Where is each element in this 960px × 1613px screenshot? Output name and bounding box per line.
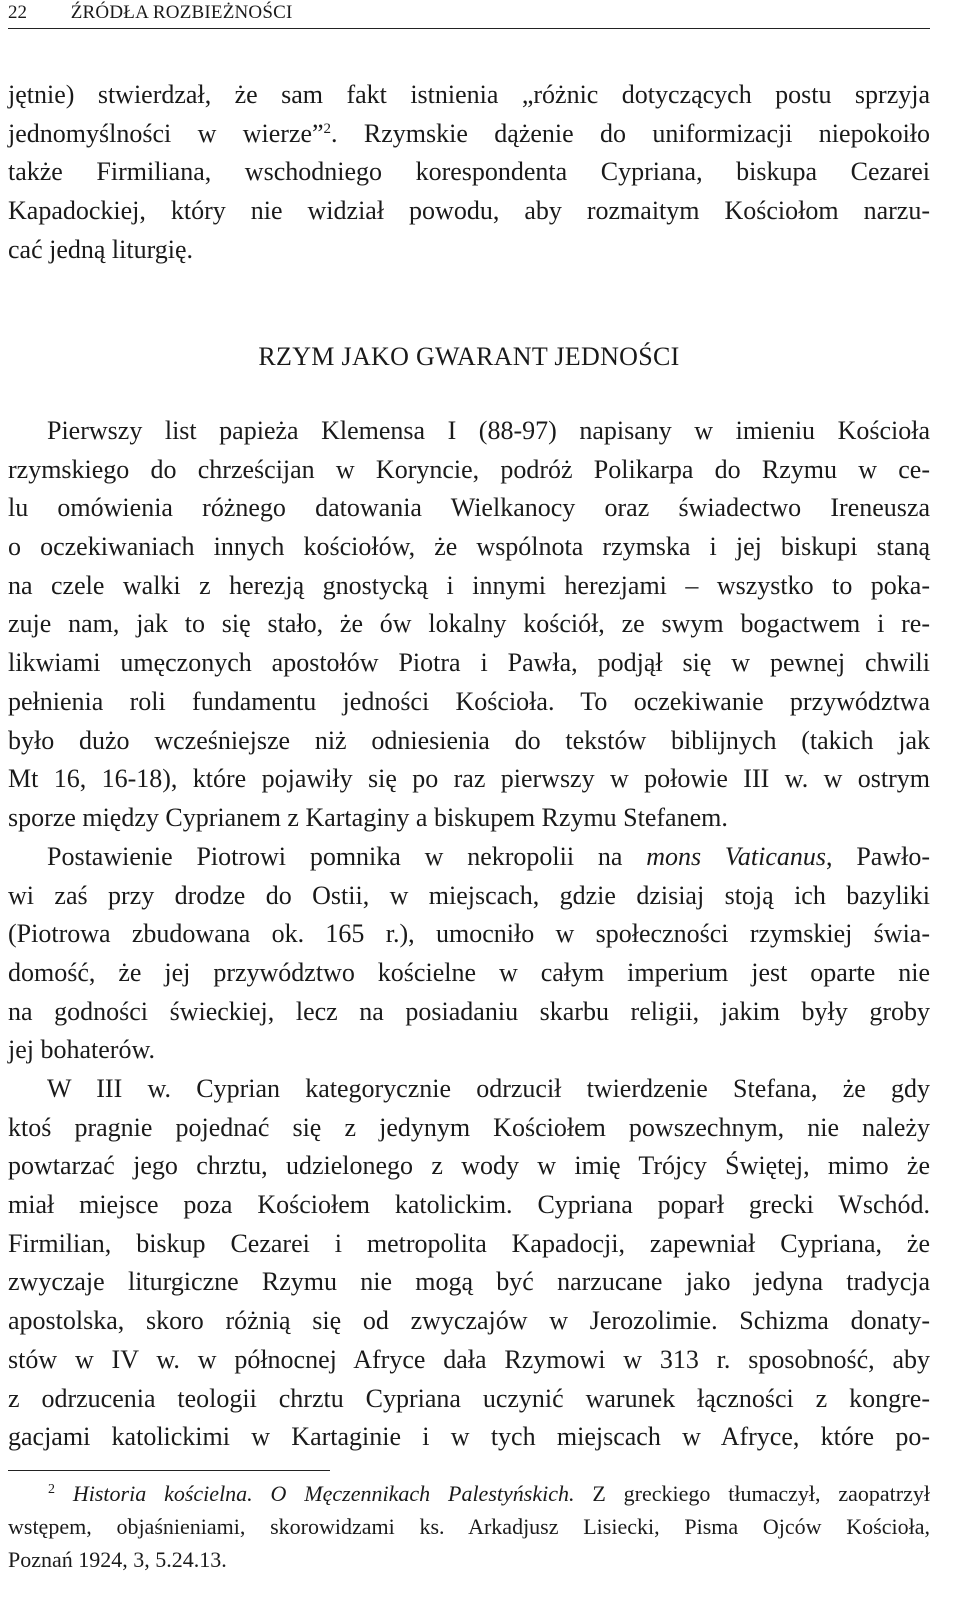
running-title: ŹRÓDŁA ROZBIEŻNOŚCI [70, 2, 293, 23]
text-line: apostolska, skoro różnią się od zwyczajów w Jerozolimie. Schizma donaty- [8, 1306, 930, 1336]
footnote-number: 2 [48, 1482, 55, 1497]
text-line: na czele walki z herezją gnostycką i innymi herezjami – wszystko to poka- [8, 570, 930, 600]
page-number: 22 [8, 2, 27, 23]
text-line: lu omówienia różnego datowania Wielkanocy oraz świadectwo Ireneusza [8, 493, 930, 523]
text-fragment: Z greckiego tłumaczył, zaopatrzył [574, 1481, 930, 1506]
paragraph-2 [8, 838, 930, 1070]
text-line: stów w IV w. w północnej Afryce dała Rzymowi w 313 r. sposobność, aby [8, 1344, 930, 1374]
text-line: domość, że jej przywództwo kościelne w całym imperium jest oparte nie [8, 958, 930, 988]
text-line: wi zaś przy drodze do Ostii, w miejscach, gdzie dzisiaj stoją ich bazyliki [8, 880, 930, 910]
text-line: sporze między Cyprianem z Kartaginy a biskupem Rzymu Stefanem. [8, 802, 728, 832]
text-line: jednomyślności w wierze”$^2$. Rzymskie dążenie do uniformizacji niepokoiło [8, 118, 931, 148]
text-line: W III w. Cyprian kategorycznie odrzucił twierdzenie Stefana, że gdy [47, 1074, 930, 1103]
footnote-divider [8, 1470, 330, 1471]
footnote-source-title: Historia kościelna. O Męczennikach Palestyńskich. [72, 1481, 575, 1506]
text-line: ktoś pragnie pojednać się z jedynym Kościołem powszechnym, nie należy [8, 1112, 930, 1142]
text-line: likwiami umęczonych apostołów Piotra i Pawła, podjął się w pewnej chwili [8, 648, 930, 678]
footnote [8, 1477, 930, 1576]
text-line: zuje nam, jak to się stało, że ów lokalny kościół, ze swym bogactwem i re- [8, 609, 930, 639]
text-line: Firmilian, biskup Cezarei i metropolita Kapadocji, zapewniał Cypriana, że [8, 1228, 930, 1258]
text-line: jętnie) stwierdzał, że sam fakt istnienia „różnic dotyczących postu sprzyja [8, 80, 930, 109]
footnote-line: wstępem, objaśnieniami, skorowidzami ks. Arkadjusz Lisiecki, Pisma Ojców Kościoła, [8, 1514, 930, 1539]
footnote-reference[interactable]: 2 [323, 120, 332, 137]
running-header [8, 0, 930, 29]
text-line: o oczekiwaniach innych kościołów, że wspólnota rzymska i jej biskupi staną [8, 532, 930, 562]
text-line: Pierwszy list papieża Klemensa I (88-97) napisany w imieniu Kościoła [47, 416, 930, 445]
text-line: gacjami katolickimi w Kartaginie i w tych miejscach w Afryce, które po- [8, 1422, 930, 1452]
text-line: Kapadockiej, który nie widział powodu, aby rozmaitym Kościołom narzu- [8, 196, 930, 226]
text-line: (Piotrowa zbudowana ok. 165 r.), umocniło w społeczności rzymskiej świa- [8, 919, 930, 949]
text-fragment: , Pawło- [826, 842, 930, 871]
text-line: powtarzać jego chrztu, udzielonego z wody w imię Trójcy Świętej, mimo że [8, 1151, 930, 1181]
paragraph-1 [8, 412, 930, 838]
footnote-line [8, 1477, 930, 1510]
text-line: z odrzucenia teologii chrztu Cypriana uczynić warunek łączności z kongre- [8, 1383, 930, 1413]
text-line: na godności świeckiej, lecz na posiadaniu skarbu religii, jakim były groby [8, 996, 930, 1026]
text-line: także Firmiliana, wschodniego korespondenta Cypriana, biskupa Cezarei [8, 157, 930, 187]
paragraph-3 [8, 1070, 930, 1457]
text-line: jej bohaterów. [8, 1035, 156, 1065]
text-line: miał miejsce poza Kościołem katolickim. Cypriana poparł grecki Wschód. [8, 1190, 930, 1220]
text-fragment: Rzymskie dążenie do uniformizacji niepokoiło [363, 118, 931, 148]
text-line: zwyczaje liturgiczne Rzymu nie mogą być narzucane jako jedyna tradycja [8, 1267, 930, 1297]
text-line: cać jedną liturgię. [8, 234, 194, 264]
text-line: pełnienia roli fundamentu jedności Kościoła. To oczekiwanie przywództwa [8, 686, 930, 716]
footnote-line: Poznań 1924, 3, 5.24.13. [8, 1547, 227, 1572]
text-line [8, 838, 930, 877]
text-fragment: Postawienie Piotrowi pomnika w nekropolii na [47, 842, 647, 871]
text-line: Mt 16, 16-18), które pojawiły się po raz pierwszy w połowie III w. w ostrym [8, 764, 930, 794]
italic-term: mons Vaticanus [646, 842, 827, 871]
text-line: rzymskiego do chrześcijan w Koryncie, podróż Polikarpa do Rzymu w ce- [8, 454, 930, 484]
text-fragment: jednomyślności w wierze” [8, 118, 324, 148]
section-heading: RZYM JAKO GWARANT JEDNOŚCI [258, 342, 680, 371]
text-line: było dużo wcześniejsze niż odniesienia do tekstów biblijnych (takich jak [8, 725, 930, 755]
opening-paragraph [8, 76, 930, 269]
